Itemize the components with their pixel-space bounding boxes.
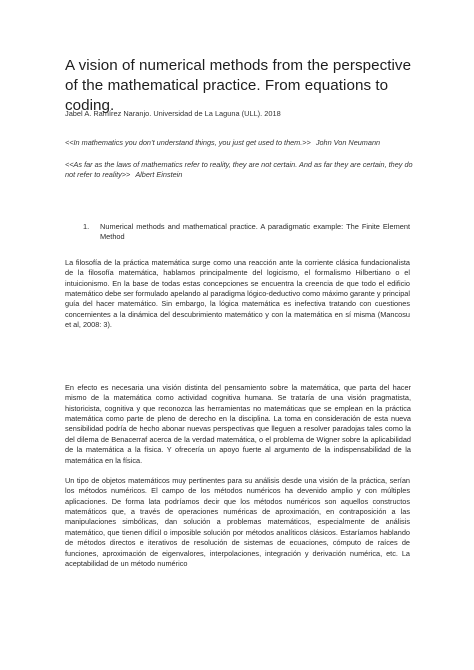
- quote-author: Albert Einstein: [135, 170, 183, 180]
- section-number: 1.: [83, 222, 90, 231]
- quote-author: John Von Neumann: [315, 138, 381, 147]
- quote-text: <<As far as the laws of mathematics refer to reality, they are not certain. And as far they are certain, they do not refer to reality>>: [65, 160, 413, 180]
- page-title: A vision of numerical methods from the perspective of the mathematical practice. From equations to coding.: [65, 57, 412, 114]
- quote-text: <<In mathematics you don’t understand things, you just get used to them.>>: [65, 138, 311, 147]
- author-line: Jabel A. Ramírez Naranjo. Universidad de La Laguna (ULL). 2018: [65, 109, 281, 118]
- section-heading: [65, 222, 410, 243]
- body-paragraph: Un tipo de objetos matemáticos muy pertinentes para su análisis desde una visión de la práctica, serían los métodos numéricos. El campo de los métodos numéricos ha devenido amplio y con múltiples aplicaciones. De forma lata podríamos decir que los métodos numéricos son aquellos constructos matemáticos que, a través de operaciones numéricas de aproximación, en contraposición a las manipulaciones simbólicas, dan solución a problemas matemáticos, especialmente de análisis matemático, que tienen difícil o imposible solución por métodos analíticos clásicos. Estaríamos hablando de métodos directos e iterativos de resolución de sistemas de ecuaciones, cómputo de raíces de funciones, aproximación de eigenvalores, interpolaciones, integración y derivación numérica, etc. La aceptabilidad de un método numérico: [65, 476, 410, 568]
- body-paragraph: La filosofía de la práctica matemática surge como una reacción ante la corriente clásica fundacionalista de la filosofía matemática, hablamos principalmente del logicismo, el formalismo Hilbertiano o el intuicionismo. En la base de todas estas concepciones se encuentra la creencia de que todo el edificio matemático debe ser formulado apelando al paradigma lógico-deductivo como máximo garante y principal guía del hacer matemático. Sin embargo, la lógica matemática es inefectiva tratando con cuestiones concernientes a la dinámica del descubrimiento matemático y con la matemática en sí misma (Mancosu et al, 2008: 3).: [65, 258, 410, 330]
- epigraph-quote-einstein: [65, 160, 415, 181]
- epigraph-quote-von-neumann: [65, 138, 415, 148]
- body-paragraph: En efecto es necesaria una visión distinta del pensamiento sobre la matemática, que parta del hacer mismo de la matemática como actividad cognitiva humana. Se trataría de una visión pragmatista, historicista, cognitiva y que reconozca las herramientas no matemáticas que se emplean en la práctica matemática como parte de pleno de derecho en la disciplina. La toma en consideración de esta nueva sensibilidad podría de hecho abonar nuevas perspectivas que lleguen a resolver paradojas tales como la del dilema de Benacerraf acerca de la verdad matemática, o el problema de Wigner sobre la aplicabilidad de la matemática a la física. Y ofrecería un apoyo fuerte al argumento de la indispensabilidad de la matemática en la física.: [65, 383, 411, 465]
- section-title: Numerical methods and mathematical practice. A paradigmatic example: The Finite Element Method: [100, 222, 410, 242]
